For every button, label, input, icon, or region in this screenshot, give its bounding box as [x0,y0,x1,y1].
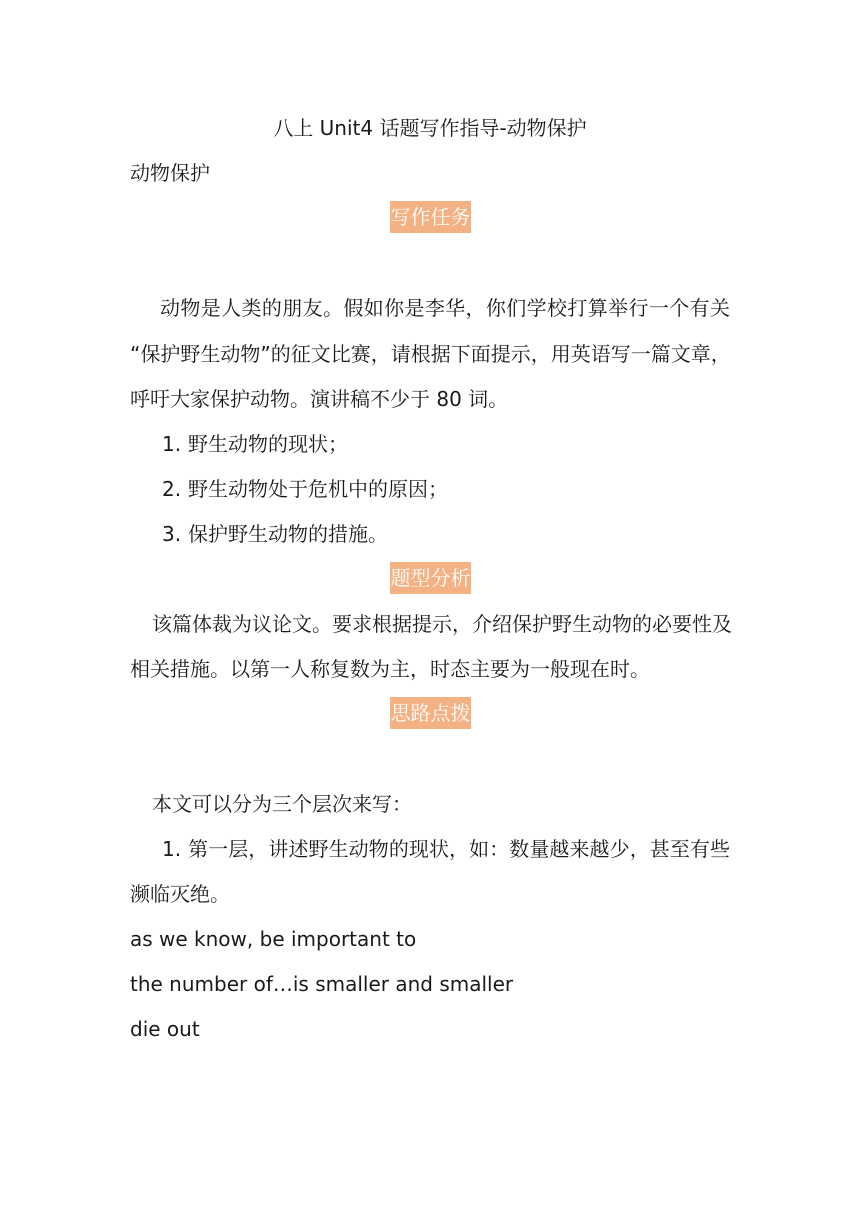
task-paragraph-line-2: “保护野生动物”的征文比赛，请根据下面提示，用英语写一篇文章， [130,342,731,366]
approach-intro: 本文可以分为三个层次来写： [152,792,412,816]
phrase-line: as we know, be important to [130,927,417,951]
phrase-line: die out [130,1017,200,1041]
task-list-item [162,477,448,501]
document-title: 八上 Unit4 话题写作指导-动物保护 [273,116,587,140]
list-number: 1. [162,837,182,861]
section-heading-approach: 思路点拨 [390,697,471,729]
task-list-item [162,432,348,456]
section-heading-question-analysis: 题型分析 [390,562,471,594]
section-heading-writing-task: 写作任务 [390,201,471,233]
list-text: 第一层，讲述野生动物的现状，如：数量越来越少，甚至有些 [188,837,730,861]
approach-item-1-line-2: 濒临灭绝。 [130,882,230,906]
analysis-paragraph-line-1: 该篇体裁为议论文。要求根据提示，介绍保护野生动物的必要性及 [152,612,732,636]
list-number: 3. [162,522,182,546]
task-paragraph-line-1: 动物是人类的朋友。假如你是李华，你们学校打算举行一个有关 [160,296,730,320]
list-text: 野生动物的现状； [188,432,348,456]
task-list-item [162,522,388,546]
task-paragraph-line-3: 呼吁大家保护动物。演讲稿不少于 80 词。 [130,387,509,411]
list-number: 1. [162,432,182,456]
list-text: 保护野生动物的措施。 [188,522,388,546]
list-text: 野生动物处于危机中的原因； [188,477,448,501]
analysis-paragraph-line-2: 相关措施。以第一人称复数为主，时态主要为一般现在时。 [130,657,650,681]
list-number: 2. [162,477,182,501]
phrase-line: the number of…is smaller and smaller [130,972,514,996]
approach-item-1-line-1 [162,837,730,861]
document-subtitle: 动物保护 [130,161,210,185]
